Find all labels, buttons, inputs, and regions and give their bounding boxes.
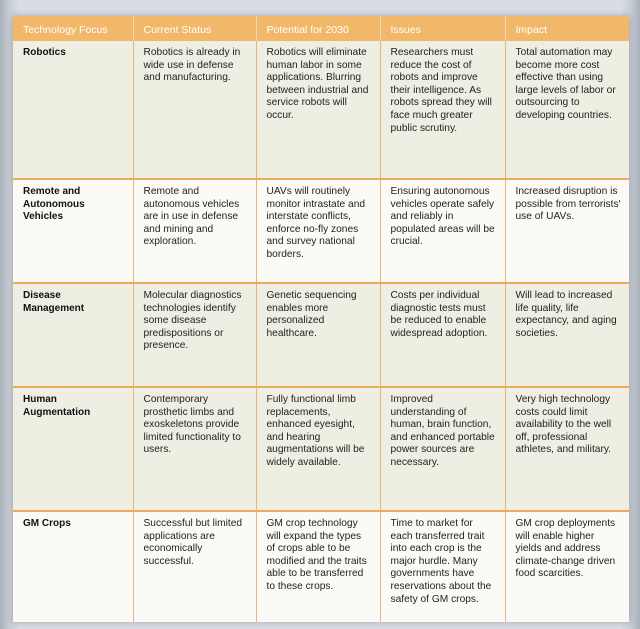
header-current-status: Current Status xyxy=(133,16,256,41)
table-row-human-augmentation xyxy=(13,387,629,511)
cell-focus: Disease Management xyxy=(13,283,133,387)
cell-issues: Researchers must reduce the cost of robots and improve their intelligence. As robots spread they will face much greater public scrutiny. xyxy=(380,41,505,179)
cell-impact: Very high technology costs could limit availability to the well off, professional athletes, and military. xyxy=(505,387,629,511)
header-issues: Issues xyxy=(380,16,505,41)
cell-focus: Remote and Autonomous Vehicles xyxy=(13,179,133,283)
header-technology-focus: Technology Focus xyxy=(13,16,133,41)
table-row-gm-crops xyxy=(13,511,629,622)
cell-issues: Costs per individual diagnostic tests must be reduced to enable widespread adoption. xyxy=(380,283,505,387)
cell-status: Robotics is already in wide use in defense and manufacturing. xyxy=(133,41,256,179)
table-header-row xyxy=(13,16,629,41)
cell-impact: Increased disruption is possible from terrorists' use of UAVs. xyxy=(505,179,629,283)
cell-potential: Robotics will eliminate human labor in some applications. Blurring between industrial and service robots will occur. xyxy=(256,41,380,179)
cell-potential: Fully functional limb replacements, enhanced eyesight, and hearing augmentations will be widely available. xyxy=(256,387,380,511)
cell-impact: Total automation may become more cost effective than using large levels of labor or outsourcing to developing countries. xyxy=(505,41,629,179)
technology-table-page xyxy=(13,16,629,622)
technology-matrix-table xyxy=(13,16,629,622)
cell-focus: GM Crops xyxy=(13,511,133,622)
cell-status: Successful but limited applications are economically successful. xyxy=(133,511,256,622)
cell-potential: GM crop technology will expand the types of crops able to be modified and the traits able to be transferred to these crops. xyxy=(256,511,380,622)
cell-status: Remote and autonomous vehicles are in use in defense and mining and exploration. xyxy=(133,179,256,283)
cell-focus: Robotics xyxy=(13,41,133,179)
table-row-robotics xyxy=(13,41,629,179)
table-row-disease-management xyxy=(13,283,629,387)
cell-potential: UAVs will routinely monitor intrastate and interstate conflicts, enforce no-fly zones and survey national borders. xyxy=(256,179,380,283)
header-potential-2030: Potential for 2030 xyxy=(256,16,380,41)
cell-issues: Ensuring autonomous vehicles operate safely and reliably in populated areas will be crucial. xyxy=(380,179,505,283)
cell-impact: GM crop deployments will enable higher yields and address climate-change driven food scarcities. xyxy=(505,511,629,622)
cell-impact: Will lead to increased life quality, life expectancy, and aging societies. xyxy=(505,283,629,387)
cell-issues: Improved understanding of human, brain function, and enhanced portable power sources are necessary. xyxy=(380,387,505,511)
cell-focus: Human Augmentation xyxy=(13,387,133,511)
cell-status: Contemporary prosthetic limbs and exoskeletons provide limited functionality to users. xyxy=(133,387,256,511)
cell-status: Molecular diagnostics technologies identify some disease predispositions or presence. xyxy=(133,283,256,387)
header-impact: Impact xyxy=(505,16,629,41)
cell-potential: Genetic sequencing enables more personalized healthcare. xyxy=(256,283,380,387)
table-row-remote-vehicles xyxy=(13,179,629,283)
cell-issues: Time to market for each transferred trait into each crop is the major hurdle. Many governments have reservations about the safety of GM crops. xyxy=(380,511,505,622)
